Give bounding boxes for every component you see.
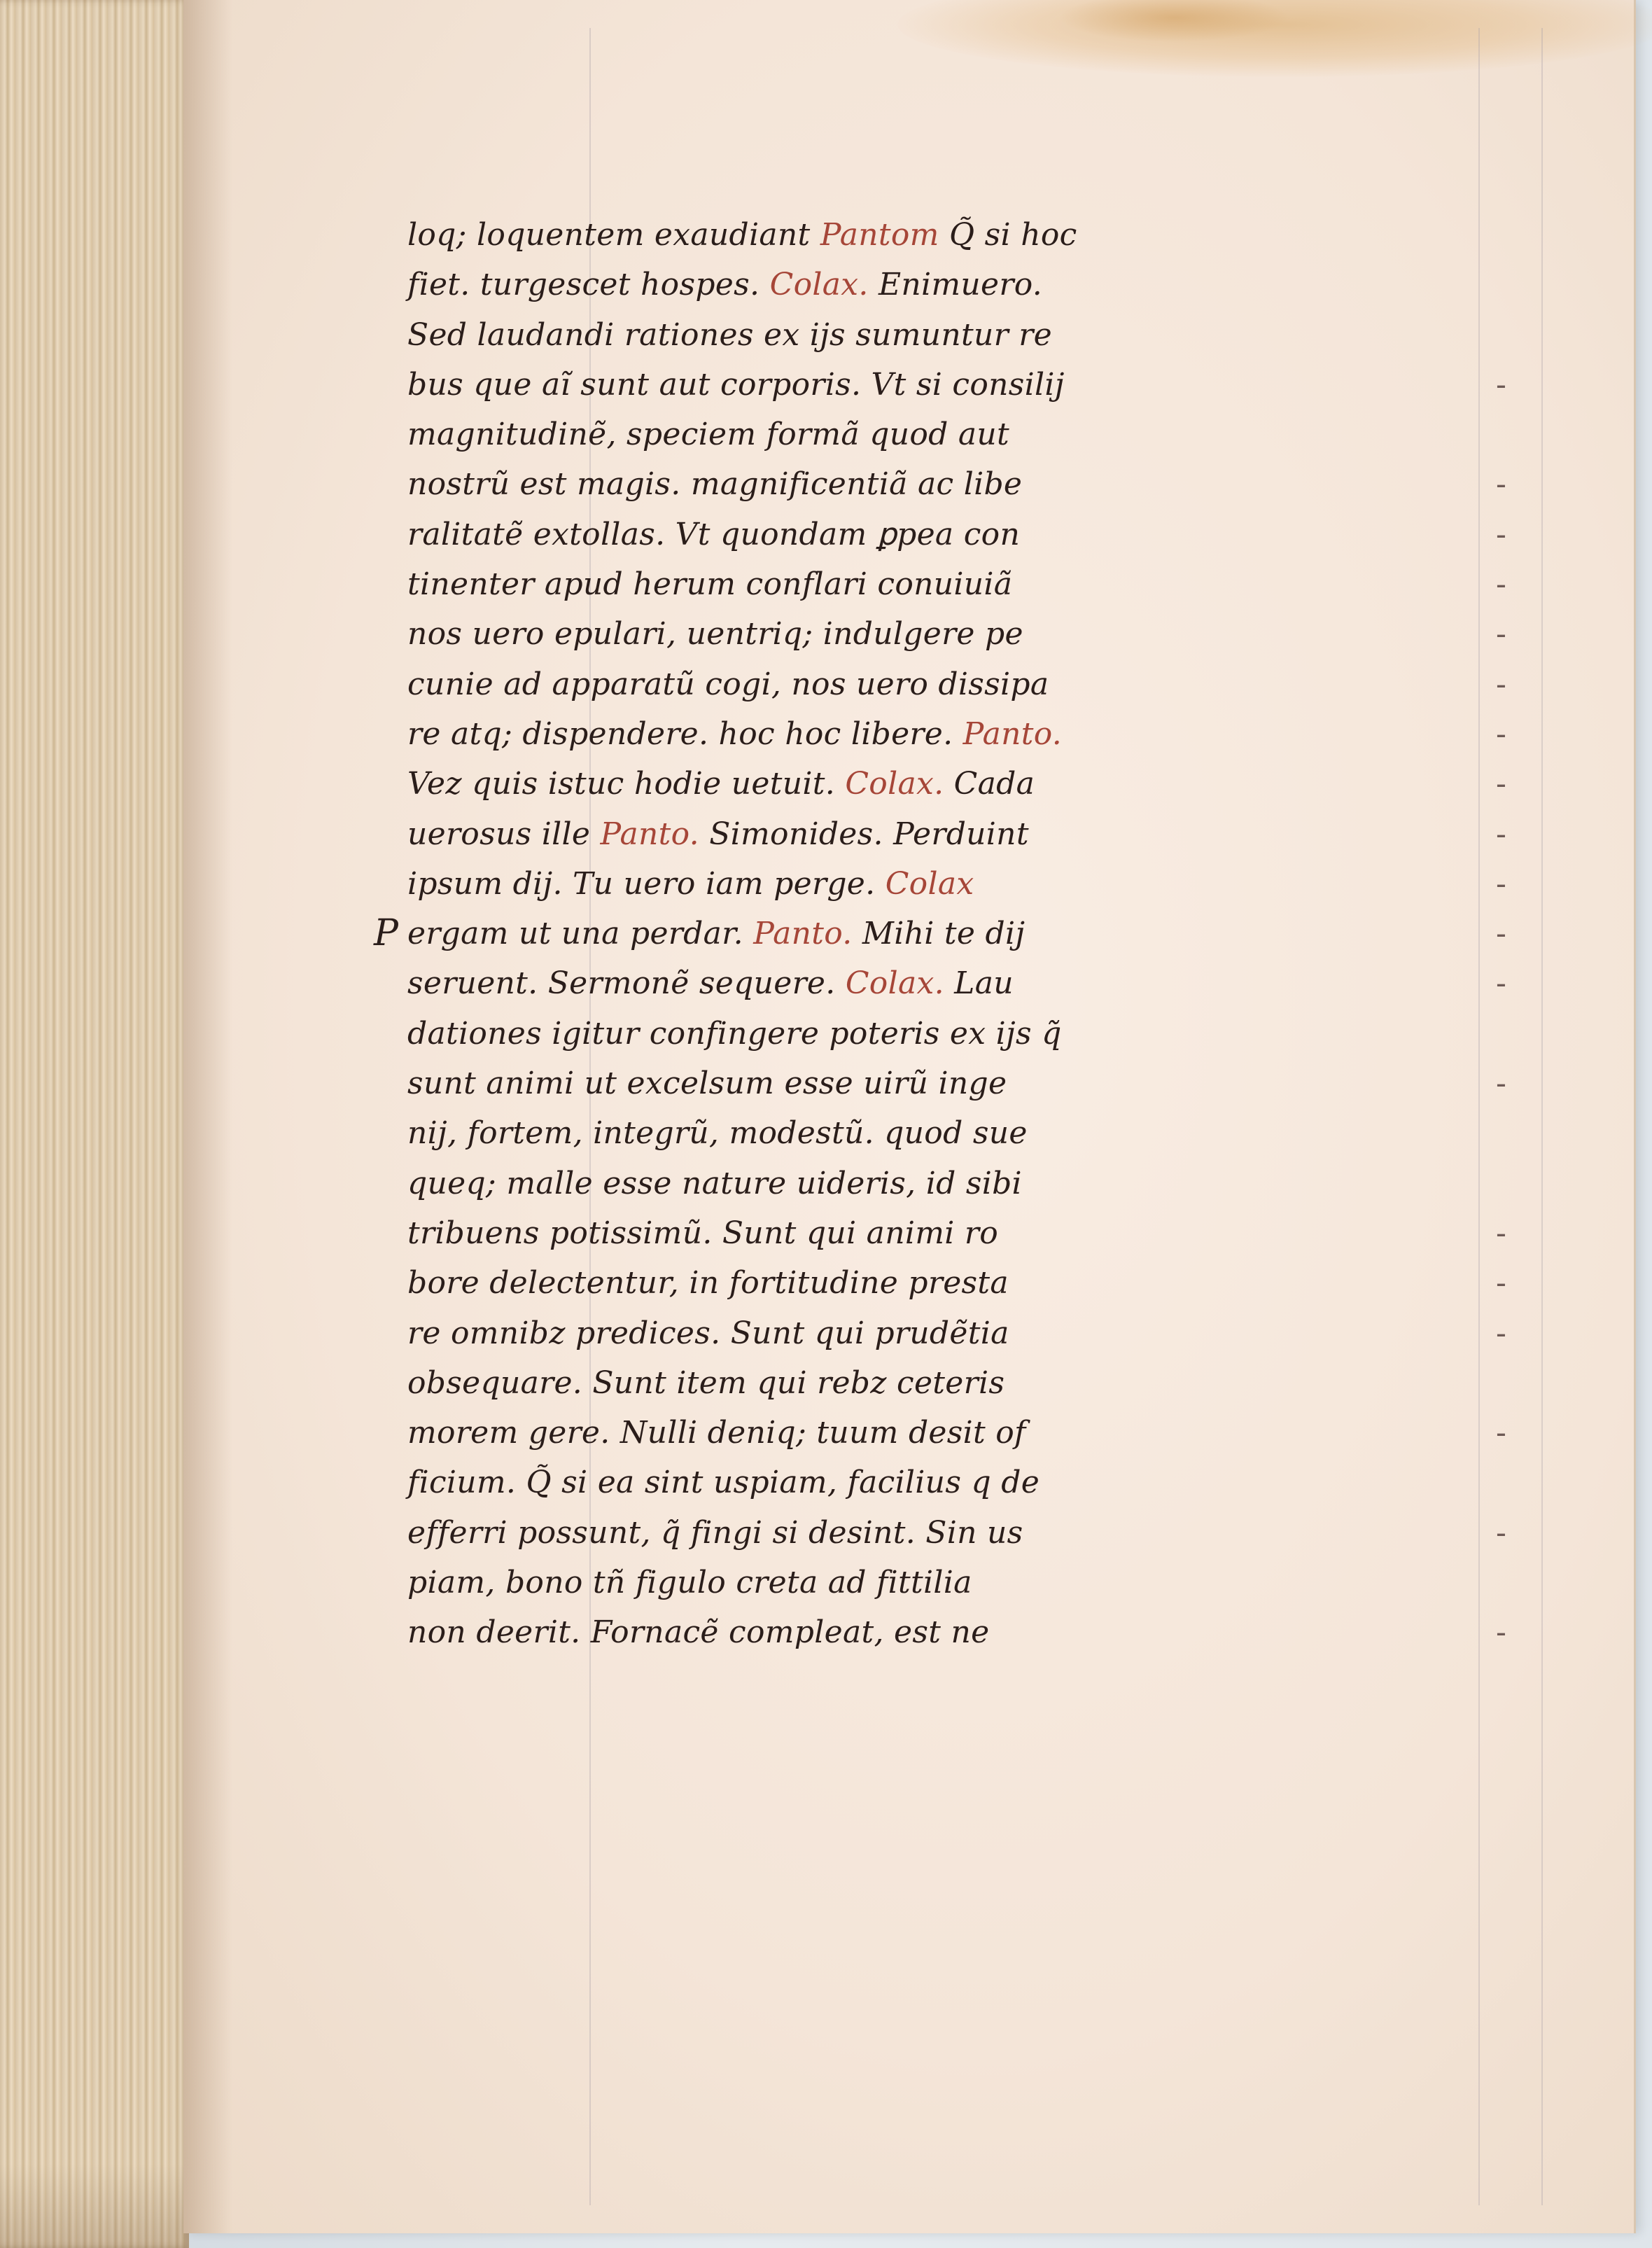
rubric-speaker-name: Pantom	[820, 217, 939, 253]
text-line	[407, 1009, 1499, 1059]
text-segment: uerosus ille	[407, 816, 601, 852]
text-line	[407, 709, 1507, 759]
margin-dash-mark: -	[1496, 666, 1507, 702]
text-line	[407, 1108, 1499, 1158]
text-segment: efferri possunt, q̃ fingi si desint. Sin us	[407, 1514, 1023, 1551]
margin-dash-mark: -	[1496, 366, 1507, 403]
margin-dash-mark: -	[1496, 1215, 1507, 1251]
text-segment: sunt animi ut excelsum esse uirũ inge	[407, 1066, 1007, 1102]
margin-dash-mark: -	[1496, 1514, 1507, 1551]
text-line	[407, 410, 1499, 459]
text-line	[407, 1558, 1499, 1607]
text-line	[407, 958, 1507, 1008]
text-line	[407, 1059, 1507, 1108]
text-line	[407, 1258, 1507, 1308]
margin-dash-mark: -	[1496, 1415, 1507, 1451]
text-segment: Lau	[944, 965, 1014, 1002]
text-segment: re atq; dispendere. hoc hoc libere.	[407, 715, 963, 752]
margin-dash-mark: -	[1496, 816, 1507, 852]
rubric-speaker-name: Panto.	[600, 816, 699, 852]
gutter-shadow	[183, 0, 232, 2233]
text-segment: tribuens potissimũ. Sunt qui animi ro	[407, 1215, 999, 1251]
text-segment: loq; loquentem exaudiant	[407, 217, 820, 253]
marginal-initial: P	[374, 912, 399, 955]
manuscript-text-block	[374, 210, 1507, 1658]
margin-dash-mark: -	[1496, 965, 1507, 1002]
text-segment: Enimuero.	[868, 267, 1043, 303]
margin-dash-mark: -	[1496, 715, 1507, 752]
text-line	[407, 1508, 1507, 1558]
margin-dash-mark: -	[1496, 1066, 1507, 1102]
text-segment: non deerit. Fornacẽ compleat, est ne	[407, 1614, 990, 1651]
text-segment: queq; malle esse nature uideris, id sibi	[407, 1165, 1022, 1201]
text-line	[407, 559, 1507, 609]
text-line	[407, 1408, 1507, 1458]
text-segment: ergam ut una perdar.	[407, 916, 754, 952]
text-segment: Mihi te dij	[852, 916, 1026, 952]
margin-dash-mark: -	[1496, 1315, 1507, 1351]
text-segment: nostrũ est magis. magnificentiã ac libe	[407, 466, 1023, 503]
text-segment: obsequare. Sunt item qui rebz ceteris	[407, 1364, 1005, 1401]
text-segment: seruent. Sermonẽ sequere.	[407, 965, 846, 1002]
text-line	[407, 609, 1507, 659]
text-segment: Sed laudandi rationes ex ijs sumuntur re	[407, 316, 1052, 353]
margin-dash-mark: -	[1496, 566, 1507, 603]
text-segment: re omnibz predices. Sunt qui prudẽtia	[407, 1315, 1009, 1351]
text-segment: tinenter apud herum conflari conuiuiã	[407, 566, 1013, 603]
text-segment: nij, fortem, integrũ, modestũ. quod sue	[407, 1115, 1028, 1152]
text-line	[407, 210, 1499, 260]
margin-dash-mark: -	[1496, 1614, 1507, 1651]
text-line	[407, 1159, 1499, 1208]
rubric-speaker-name: Panto.	[753, 916, 853, 952]
rubric-speaker-name: Colax.	[845, 766, 944, 802]
text-line	[407, 459, 1507, 509]
rubric-speaker-name: Colax	[885, 865, 974, 902]
text-line	[374, 909, 1507, 958]
text-line	[407, 759, 1507, 809]
text-line	[407, 310, 1499, 360]
text-segment: cunie ad apparatũ cogi, nos uero dissipa	[407, 666, 1049, 702]
text-line	[407, 1458, 1499, 1507]
text-line	[407, 260, 1499, 309]
text-segment: morem gere. Nulli deniq; tuum desit of	[407, 1415, 1026, 1451]
margin-dash-mark: -	[1496, 1265, 1507, 1301]
text-segment: Cada	[944, 766, 1035, 802]
text-segment: magnitudinẽ, speciem formã quod aut	[407, 417, 1010, 453]
text-segment: bus que aĩ sunt aut corporis. Vt si consilij	[407, 366, 1065, 403]
margin-dash-mark: -	[1496, 865, 1507, 902]
ruling-line-outer	[1541, 28, 1543, 2205]
book-page-edges	[0, 0, 189, 2248]
text-segment: bore delectentur, in fortitudine presta	[407, 1265, 1009, 1301]
text-segment: ralitatẽ extollas. Vt quondam ꝑpea con	[407, 516, 1021, 552]
text-segment: fiet. turgescet hospes.	[407, 267, 770, 303]
text-line	[407, 1208, 1507, 1258]
rubric-speaker-name: Colax.	[769, 267, 869, 303]
text-line	[407, 859, 1507, 909]
text-segment: dationes igitur confingere poteris ex ijs q̃	[407, 1015, 1062, 1052]
text-segment: ipsum dij. Tu uero iam perge.	[407, 865, 886, 902]
margin-dash-mark: -	[1496, 466, 1507, 503]
margin-dash-mark: -	[1496, 916, 1507, 952]
text-segment: Simonides. Perduint	[699, 816, 1029, 852]
text-segment: Vez quis istuc hodie uetuit.	[407, 766, 846, 802]
margin-dash-mark: -	[1496, 616, 1507, 652]
text-segment: Q̃ si hoc	[939, 217, 1077, 253]
text-segment: nos uero epulari, uentriq; indulgere pe	[407, 616, 1023, 652]
text-line	[407, 809, 1507, 859]
text-line	[407, 510, 1507, 559]
text-line	[407, 659, 1507, 709]
text-line	[407, 1358, 1499, 1408]
rubric-speaker-name: Colax.	[845, 965, 944, 1002]
text-segment: ficium. Q̃ si ea sint uspiam, facilius q de	[407, 1465, 1040, 1501]
text-line	[407, 1308, 1507, 1358]
rubric-speaker-name: Panto.	[962, 715, 1063, 752]
text-line	[407, 360, 1507, 410]
margin-dash-mark: -	[1496, 766, 1507, 802]
text-line	[407, 1607, 1507, 1657]
text-segment: piam, bono tñ figulo creta ad fittilia	[407, 1565, 972, 1601]
margin-dash-mark: -	[1496, 516, 1507, 552]
